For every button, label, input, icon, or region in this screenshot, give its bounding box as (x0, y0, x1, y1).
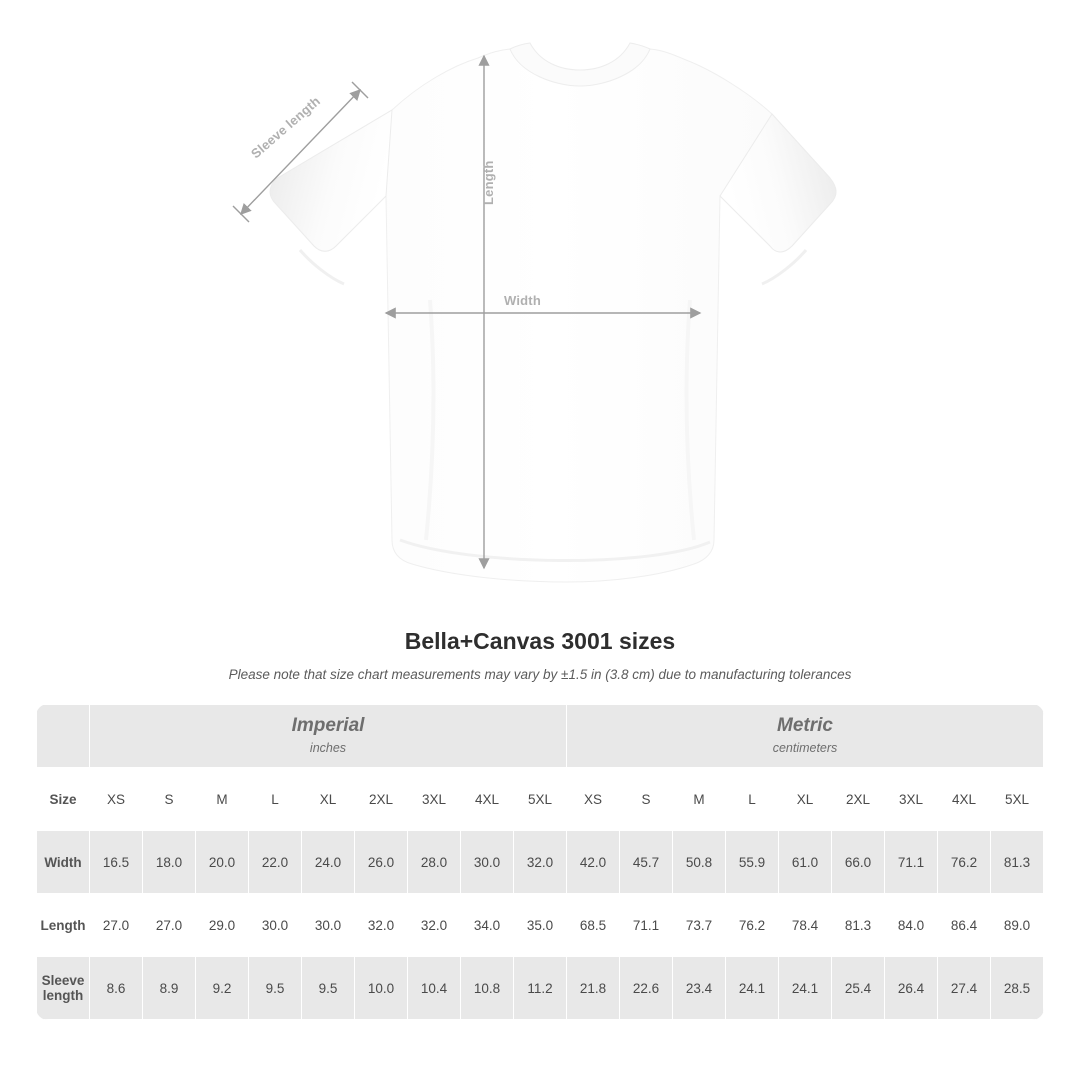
tolerance-note: Please note that size chart measurements may vary by ±1.5 in (3.8 cm) due to manufacturing tolerances (228, 667, 852, 682)
cell: 34.0 (461, 894, 514, 957)
unit-group-metric-name: Metric (777, 715, 833, 737)
cell: 10.0 (355, 957, 408, 1020)
unit-header-spacer (37, 705, 90, 768)
cell: 10.8 (461, 957, 514, 1020)
cell: 32.0 (355, 894, 408, 957)
cell: 9.5 (249, 957, 302, 1020)
row-label-width: Width (37, 831, 90, 894)
cell: 9.5 (302, 957, 355, 1020)
size-header-cell: M (673, 768, 726, 831)
size-table (36, 704, 1044, 1020)
cell: 26.4 (885, 957, 938, 1020)
unit-group-imperial-sub: inches (309, 740, 347, 755)
cell: 24.1 (779, 957, 832, 1020)
size-header-cell: L (249, 768, 302, 831)
cell: 22.6 (620, 957, 673, 1020)
cell: 45.7 (620, 831, 673, 894)
width-label: Width (504, 293, 541, 308)
cell: 71.1 (885, 831, 938, 894)
cell: 61.0 (779, 831, 832, 894)
cell: 29.0 (196, 894, 249, 957)
cell: 21.8 (567, 957, 620, 1020)
cell: 22.0 (249, 831, 302, 894)
cell: 27.0 (143, 894, 196, 957)
cell: 16.5 (90, 831, 143, 894)
cell: 8.6 (90, 957, 143, 1020)
size-header-cell: 2XL (355, 768, 408, 831)
cell: 32.0 (514, 831, 567, 894)
cell: 30.0 (461, 831, 514, 894)
cell: 30.0 (249, 894, 302, 957)
cell: 20.0 (196, 831, 249, 894)
unit-group-metric-sub: centimeters (772, 740, 838, 755)
cell: 68.5 (567, 894, 620, 957)
cell: 66.0 (832, 831, 885, 894)
size-header-label: Size (37, 768, 90, 831)
cell: 81.3 (991, 831, 1044, 894)
cell: 30.0 (302, 894, 355, 957)
cell: 8.9 (143, 957, 196, 1020)
title-block (0, 628, 1080, 682)
cell: 27.0 (90, 894, 143, 957)
row-label-sleeve-length: Sleeve length (37, 957, 90, 1020)
cell: 76.2 (726, 894, 779, 957)
size-header-cell: S (143, 768, 196, 831)
size-header-cell: XS (567, 768, 620, 831)
cell: 27.4 (938, 957, 991, 1020)
size-chart (36, 704, 1044, 1020)
length-label: Length (481, 160, 496, 205)
cell: 26.0 (355, 831, 408, 894)
cell: 50.8 (673, 831, 726, 894)
size-header-cell: 4XL (938, 768, 991, 831)
cell: 73.7 (673, 894, 726, 957)
page-title: Bella+Canvas 3001 sizes (404, 628, 676, 654)
cell: 32.0 (408, 894, 461, 957)
cell: 89.0 (991, 894, 1044, 957)
cell: 11.2 (514, 957, 567, 1020)
size-header-cell: XL (779, 768, 832, 831)
size-header-row (37, 768, 1044, 831)
cell: 42.0 (567, 831, 620, 894)
cell: 25.4 (832, 957, 885, 1020)
sleeve-length-label: Sleeve length (248, 93, 324, 162)
unit-header-row (37, 705, 1044, 768)
cell: 84.0 (885, 894, 938, 957)
cell: 55.9 (726, 831, 779, 894)
size-header-cell: 3XL (885, 768, 938, 831)
size-header-cell: 5XL (514, 768, 567, 831)
cell: 24.1 (726, 957, 779, 1020)
cell: 35.0 (514, 894, 567, 957)
cell: 76.2 (938, 831, 991, 894)
table-row (37, 957, 1044, 1020)
size-header-cell: S (620, 768, 673, 831)
cell: 28.5 (991, 957, 1044, 1020)
size-header-cell: 5XL (991, 768, 1044, 831)
table-row (37, 894, 1044, 957)
unit-group-imperial-name: Imperial (291, 715, 365, 737)
unit-group-metric (567, 705, 1044, 768)
size-header-cell: XL (302, 768, 355, 831)
cell: 24.0 (302, 831, 355, 894)
size-header-cell: M (196, 768, 249, 831)
cell: 86.4 (938, 894, 991, 957)
cell: 78.4 (779, 894, 832, 957)
cell: 81.3 (832, 894, 885, 957)
table-row (37, 831, 1044, 894)
cell: 23.4 (673, 957, 726, 1020)
cell: 71.1 (620, 894, 673, 957)
cell: 10.4 (408, 957, 461, 1020)
size-header-cell: 3XL (408, 768, 461, 831)
row-label-length: Length (37, 894, 90, 957)
cell: 18.0 (143, 831, 196, 894)
size-header-cell: 2XL (832, 768, 885, 831)
size-header-cell: 4XL (461, 768, 514, 831)
size-header-cell: L (726, 768, 779, 831)
unit-group-imperial (90, 705, 567, 768)
cell: 9.2 (196, 957, 249, 1020)
cell: 28.0 (408, 831, 461, 894)
size-header-cell: XS (90, 768, 143, 831)
